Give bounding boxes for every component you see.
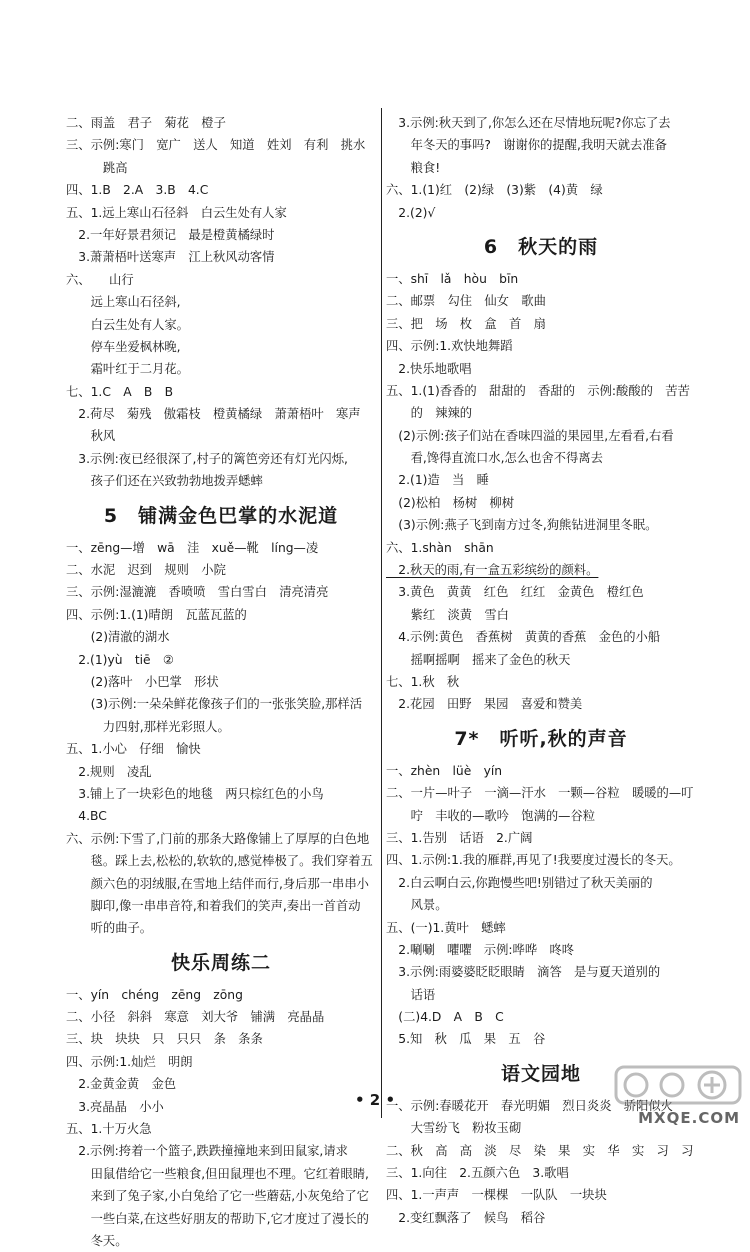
answer-line: 白云生处有人家。	[66, 317, 189, 332]
answer-line: 七、1.C A B B	[66, 384, 174, 399]
answer-line: 二、雨盖 君子 菊花 橙子	[66, 116, 226, 130]
answer-line: 五、1.小心 仔细 愉快	[66, 742, 201, 757]
answer-line: 3.亮晶晶 小小	[66, 1099, 164, 1114]
answer-line: 大雪纷飞 粉妆玉砌	[386, 1121, 522, 1136]
answer-line: 三、示例:寒门 宽广 送人 知道 姓刘 有利 挑水	[66, 138, 366, 153]
section-heading: 6 秋天的雨	[483, 235, 599, 258]
answer-line: 二、小径 斜斜 寒意 刘大爷 铺满 亮晶晶	[66, 1010, 325, 1025]
answer-line: 毯。踩上去,松松的,软软的,感觉棒极了。我们穿着五	[66, 854, 373, 869]
answer-line: 霜叶红于二月花。	[66, 362, 189, 377]
answer-line: 年冬天的事吗? 谢谢你的提醒,我明天就去准备	[386, 138, 667, 153]
answer-line: 3.示例:雨婆婆眨眨眼睛 滴答 是与夏天道别的	[386, 965, 661, 980]
answer-line: 2.(1)yù tiē ②	[66, 652, 174, 667]
answer-line: 六、1.(1)红 (2)绿 (3)紫 (4)黄 绿	[386, 183, 603, 198]
answer-line: 三、块 块块 只 只只 条 条条	[66, 1032, 263, 1047]
answer-line: 停车坐爱枫林晚,	[66, 339, 181, 354]
answer-line: 来到了兔子家,小白兔给了它一些蘑菇,小灰兔给了它	[66, 1189, 369, 1204]
section-heading: 7* 听听,秋的声音	[454, 727, 628, 750]
answer-line: (二)4.D A B C	[386, 1010, 504, 1025]
answer-line: 2.花园 田野 果园 喜爱和赞美	[386, 697, 583, 712]
answer-line: 二、一片—叶子 一滴—汗水 一颗—谷粒 暖暖的—叮	[386, 786, 694, 801]
answer-line: 力四射,那样光彩照人。	[66, 719, 230, 734]
answer-line: 五、1.远上寒山石径斜 白云生处有人家	[66, 205, 287, 220]
answer-line: 秋风	[66, 429, 116, 444]
answer-line: 一些白菜,在这些好朋友的帮助下,它才度过了漫长的	[66, 1211, 369, 1226]
answer-line: 话语	[386, 987, 436, 1002]
answer-line: 孩子们还在兴致勃勃地拨弄蟋蟀	[66, 474, 263, 489]
answer-line: 3.示例:夜已经很深了,村子的篱笆旁还有灯光闪烁,	[66, 451, 348, 466]
answer-line: 四、示例:1.(1)晴朗 瓦蓝瓦蓝的	[66, 607, 247, 622]
answer-line: 二、邮票 勾住 仙女 歌曲	[386, 294, 546, 309]
answer-line: 二、秋 高 高 淡 尽 染 果 实 华 实 习 习	[386, 1143, 694, 1158]
answer-line: 四、示例:1.灿烂 明朗	[66, 1054, 193, 1069]
answer-line: 3.示例:秋天到了,你怎么还在尽情地玩呢?你忘了去	[386, 116, 671, 130]
answer-line: 一、shī lǎ hòu bīn	[386, 271, 519, 286]
answer-line: 四、1.B 2.A 3.B 4.C	[66, 183, 209, 198]
answer-line: 2.秋天的雨,有一盒五彩缤纷的颜料。	[386, 563, 599, 578]
answer-line: 六、1.shàn shān	[386, 540, 494, 555]
answer-line: 五、(一)1.黄叶 蟋蟀	[386, 920, 506, 935]
answer-line: 咛 丰收的—歌吟 饱满的—谷粒	[386, 808, 596, 823]
answer-line: 三、示例:湿漉漉 香喷喷 雪白雪白 清亮清亮	[66, 585, 329, 600]
watermark-text: MXQE.COM	[638, 1109, 740, 1127]
answer-line: 颜六色的羽绒服,在雪地上结伴而行,身后那一串串小	[66, 876, 369, 891]
answer-line: 摇啊摇啊 摇来了金色的秋天	[386, 652, 571, 667]
answer-line: 看,馋得直流口水,怎么也舍不得离去	[386, 451, 603, 466]
answer-line: 一、示例:春暖花开 春光明媚 烈日炎炎 骄阳似火	[386, 1098, 673, 1113]
answer-line: 远上寒山石径斜,	[66, 295, 181, 310]
answer-line: 四、示例:1.欢快地舞蹈	[386, 339, 513, 354]
answer-line: (2)松柏 杨树 柳树	[386, 495, 515, 510]
answer-line: 田鼠借给它一些粮食,但田鼠理也不理。它红着眼睛,	[66, 1166, 369, 1181]
answer-line: 2.示例:挎着一个篮子,跌跌撞撞地来到田鼠家,请求	[66, 1144, 348, 1159]
section-heading: 语文园地	[500, 1062, 581, 1085]
page-number: • 2 •	[354, 1091, 396, 1109]
right-column	[386, 112, 696, 1229]
left-column	[66, 112, 376, 1252]
answer-line: 五、1.十万火急	[66, 1122, 152, 1137]
answer-line: 听的曲子。	[66, 921, 153, 936]
answer-line: 2.金黄金黄 金色	[66, 1077, 177, 1092]
answer-line: 六、示例:下雪了,门前的那条大路像铺上了厚厚的白色地	[66, 831, 370, 846]
answer-line: 2.荷尽 菊残 傲霜枝 橙黄橘绿 萧萧梧叶 寒声	[66, 407, 361, 422]
answer-line: 粮食!	[386, 160, 441, 175]
answer-line: (3)示例:燕子飞到南方过冬,狗熊钻进洞里冬眠。	[386, 518, 658, 533]
answer-line: 三、把 场 枚 盒 首 扇	[386, 316, 546, 331]
answer-line: 四、1.示例:1.我的雁群,再见了!我要度过漫长的冬天。	[386, 853, 681, 868]
answer-line: 风景。	[386, 898, 448, 913]
answer-line: 一、zhèn lüè yín	[386, 763, 503, 778]
answer-line: 紫红 淡黄 雪白	[386, 607, 509, 622]
answer-line: 2.一年好景君须记 最是橙黄橘绿时	[66, 227, 275, 242]
answer-line: 三、1.告别 话语 2.广阔	[386, 830, 533, 845]
answer-line: 2.(1)造 当 睡	[386, 473, 489, 488]
answer-line: 一、zēng—增 wā 洼 xuě—靴 líng—凌	[66, 540, 319, 555]
answer-line: 2.(2)√	[386, 205, 436, 220]
answer-line: (2)示例:孩子们站在香味四溢的果园里,左看看,右看	[386, 428, 674, 443]
section-heading: 5 铺满金色巴掌的水泥道	[103, 504, 339, 527]
answer-line: (2)清澈的湖水	[66, 630, 170, 645]
answer-line: 三、1.向往 2.五颜六色 3.歌唱	[386, 1166, 569, 1181]
section-heading: 快乐周练二	[170, 951, 271, 974]
answer-line: 冬天。	[66, 1233, 128, 1248]
answer-line: 3.黄色 黄黄 红色 红红 金黄色 橙红色	[386, 585, 644, 600]
answer-line: 六、 山行	[66, 272, 134, 287]
answer-line: (2)落叶 小巴掌 形状	[66, 674, 219, 689]
answer-line: 跳高	[66, 160, 128, 175]
answer-line: 4.BC	[66, 809, 107, 824]
answer-line: 五、1.(1)香香的 甜甜的 香甜的 示例:酸酸的 苦苦	[386, 383, 690, 398]
answer-line: 七、1.秋 秋	[386, 674, 460, 689]
answer-line: 2.变红飘落了 候鸟 稻谷	[386, 1210, 546, 1225]
answer-line: 二、水泥 迟到 规则 小院	[66, 563, 226, 578]
answer-line: (3)示例:一朵朵鲜花像孩子们的一张张笑脸,那样活	[66, 697, 363, 712]
answer-line: 四、1.一声声 一棵棵 一队队 一块块	[386, 1188, 607, 1203]
answer-line: 一、yín chéng zēng zōng	[66, 987, 243, 1002]
answer-line: 2.规则 凌乱	[66, 764, 152, 779]
answer-line: 3.铺上了一块彩色的地毯 两只棕红色的小鸟	[66, 786, 324, 801]
answer-line: 2.快乐地歌唱	[386, 361, 472, 376]
answer-line: 3.萧萧梧叶送寒声 江上秋风动客情	[66, 250, 275, 265]
answer-line: 5.知 秋 瓜 果 五 谷	[386, 1032, 546, 1047]
answer-line: 2.白云啊白云,你跑慢些吧!别错过了秋天美丽的	[386, 875, 653, 890]
column-divider	[381, 108, 382, 1118]
answer-line: 的 辣辣的	[386, 406, 473, 421]
answer-line: 脚印,像一串串音符,和着我们的笑声,奏出一首首动	[66, 898, 361, 913]
answer-line: 4.示例:黄色 香蕉树 黄黄的香蕉 金色的小船	[386, 630, 661, 645]
answer-line: 2.唰唰 㘗㘗 示例:哗哗 咚咚	[386, 942, 575, 957]
